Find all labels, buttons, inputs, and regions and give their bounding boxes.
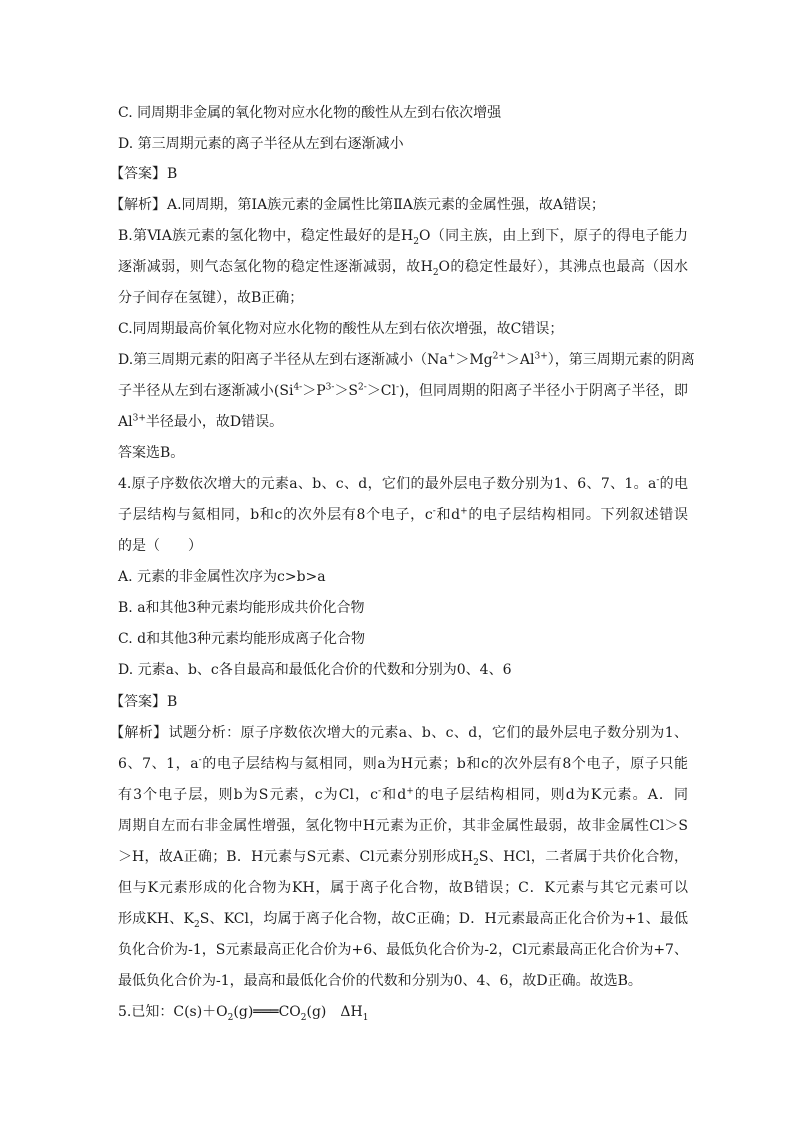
- q4-analysis-line6: 但与K元素形成的化合物为KH，属于离子化合物，故B错误；C．K元素与其它元素可以: [118, 880, 688, 896]
- answer-value: B: [167, 694, 178, 710]
- q4-analysis-line8: 负化合价为-1，S元素最高正化合价为+6、最低负化合价为-2，Cl元素最高正化合价为+7、: [118, 942, 688, 958]
- q4-analysis-line3: 有3个电子层，则b为S元素，c为Cl，c-和d+的电子层结构相同，则d为K元素。A．同: [118, 786, 689, 803]
- analysis-tag: 【解析】: [110, 725, 168, 741]
- answer-value: B: [167, 166, 178, 182]
- q3-analysis-b-line2: 逐渐减弱，则气态氢化物的稳定性逐渐减弱，故$H_2O$的稳定性最好），其沸点也最高（因水: [118, 259, 688, 278]
- answer-tag: 【答案】: [110, 694, 166, 710]
- q4-analysis-line7: 形成KH、$K_2S$、KCl，均属于离子化合物，故C正确；D．H元素最高正化合价为+1、最低: [118, 911, 688, 930]
- q4-analysis-line4: 周期自左而右非金属性增强，氢化物中H元素为正价，其非金属性最弱，故非金属性Cl＞S: [118, 818, 688, 834]
- q3-analysis-b-line3: 分子间存在氢键），故B正确；: [118, 290, 304, 306]
- q3-analysis-d-line3: $Al^{3+}$半径最小，故D错误。: [118, 413, 284, 430]
- q3-option-d: D. 第三周期元素的离子半径从左到右逐渐减小: [118, 136, 404, 152]
- q3-analysis-d-line2: 子半径从左到右逐渐减小$(Si^{4-}>P^{3-}>S^{2-}>Cl^-)$，但同周期的阳离子半径小于阴离子半径，即: [118, 382, 689, 399]
- q3-option-c: C. 同周期非金属的氧化物对应水化物的酸性从左到右依次增强: [118, 105, 502, 121]
- q4-analysis-line5: ＞H，故A正确；B．H元素与S元素、Cl元素分别形成$H_2S$、HCl，二者属于共价化合物，: [118, 849, 688, 868]
- q3-analysis-c: C.同周期最高价氧化物对应水化物的酸性从左到右依次增强，故C错误；: [118, 321, 564, 337]
- q4-answer: [110, 692, 688, 712]
- q4-option-c: C. d和其他3种元素均能形成离子化合物: [118, 631, 365, 647]
- q4-option-d: D. 元素a、b、c各自最高和最低化合价的代数和分别为0、4、6: [118, 662, 512, 678]
- q3-analysis-a: 【解析】A.同周期，第ⅠA族元素的金属性比第ⅡA族元素的金属性强，故A错误；: [110, 197, 605, 213]
- q4-analysis-line9: 最低负化合价为-1，最高和最低化合价的代数和分别为0、4、6，故D正确。故选B。: [118, 973, 642, 989]
- q4-option-a: A. 元素的非金属性次序为c>b>a: [118, 569, 326, 585]
- q4-stem-line1: 4.原子序数依次增大的元素a、b、c、d，它们的最外层电子数分别为1、6、7、1。a-的电: [118, 475, 689, 492]
- q3-analysis-d-line1: D.第三周期元素的阳离子半径从左到右逐渐减小$(Na^+>Mg^{2+}>Al^{3+})$，第三周期元素的阴离: [118, 351, 695, 368]
- q3-answer: [110, 164, 688, 184]
- q3-analysis-b-line1: B.第ⅥA族元素的氢化物中，稳定性最好的是$H_2O$（同主族，由上到下，原子的得电子能力: [118, 228, 688, 247]
- q4-option-b: B. a和其他3种元素均能形成共价化合物: [118, 600, 365, 616]
- q4-analysis-line2: 6、7、1，a-的电子层结构与氦相同，则a为H元素；b和c的次外层有8个电子，原子只能: [118, 755, 689, 772]
- q5-stem: 5.已知：$C(s)+O_2(g)═══CO_2(g)$ $\Delta H_1$: [118, 1004, 369, 1023]
- answer-tag: 【答案】: [110, 166, 166, 182]
- q4-analysis-line1: 【解析】试题分析：原子序数依次增大的元素a、b、c、d，它们的最外层电子数分别为1、: [110, 725, 688, 741]
- q3-conclusion: 答案选B。: [118, 445, 185, 461]
- q4-stem-line2: 子层结构与氦相同，b和c的次外层有8个电子，c-和d+的电子层结构相同。下列叙述错误: [118, 506, 688, 523]
- q4-stem-line3: 的是（ ）: [118, 538, 202, 554]
- analysis-tag: 【解析】: [110, 197, 166, 213]
